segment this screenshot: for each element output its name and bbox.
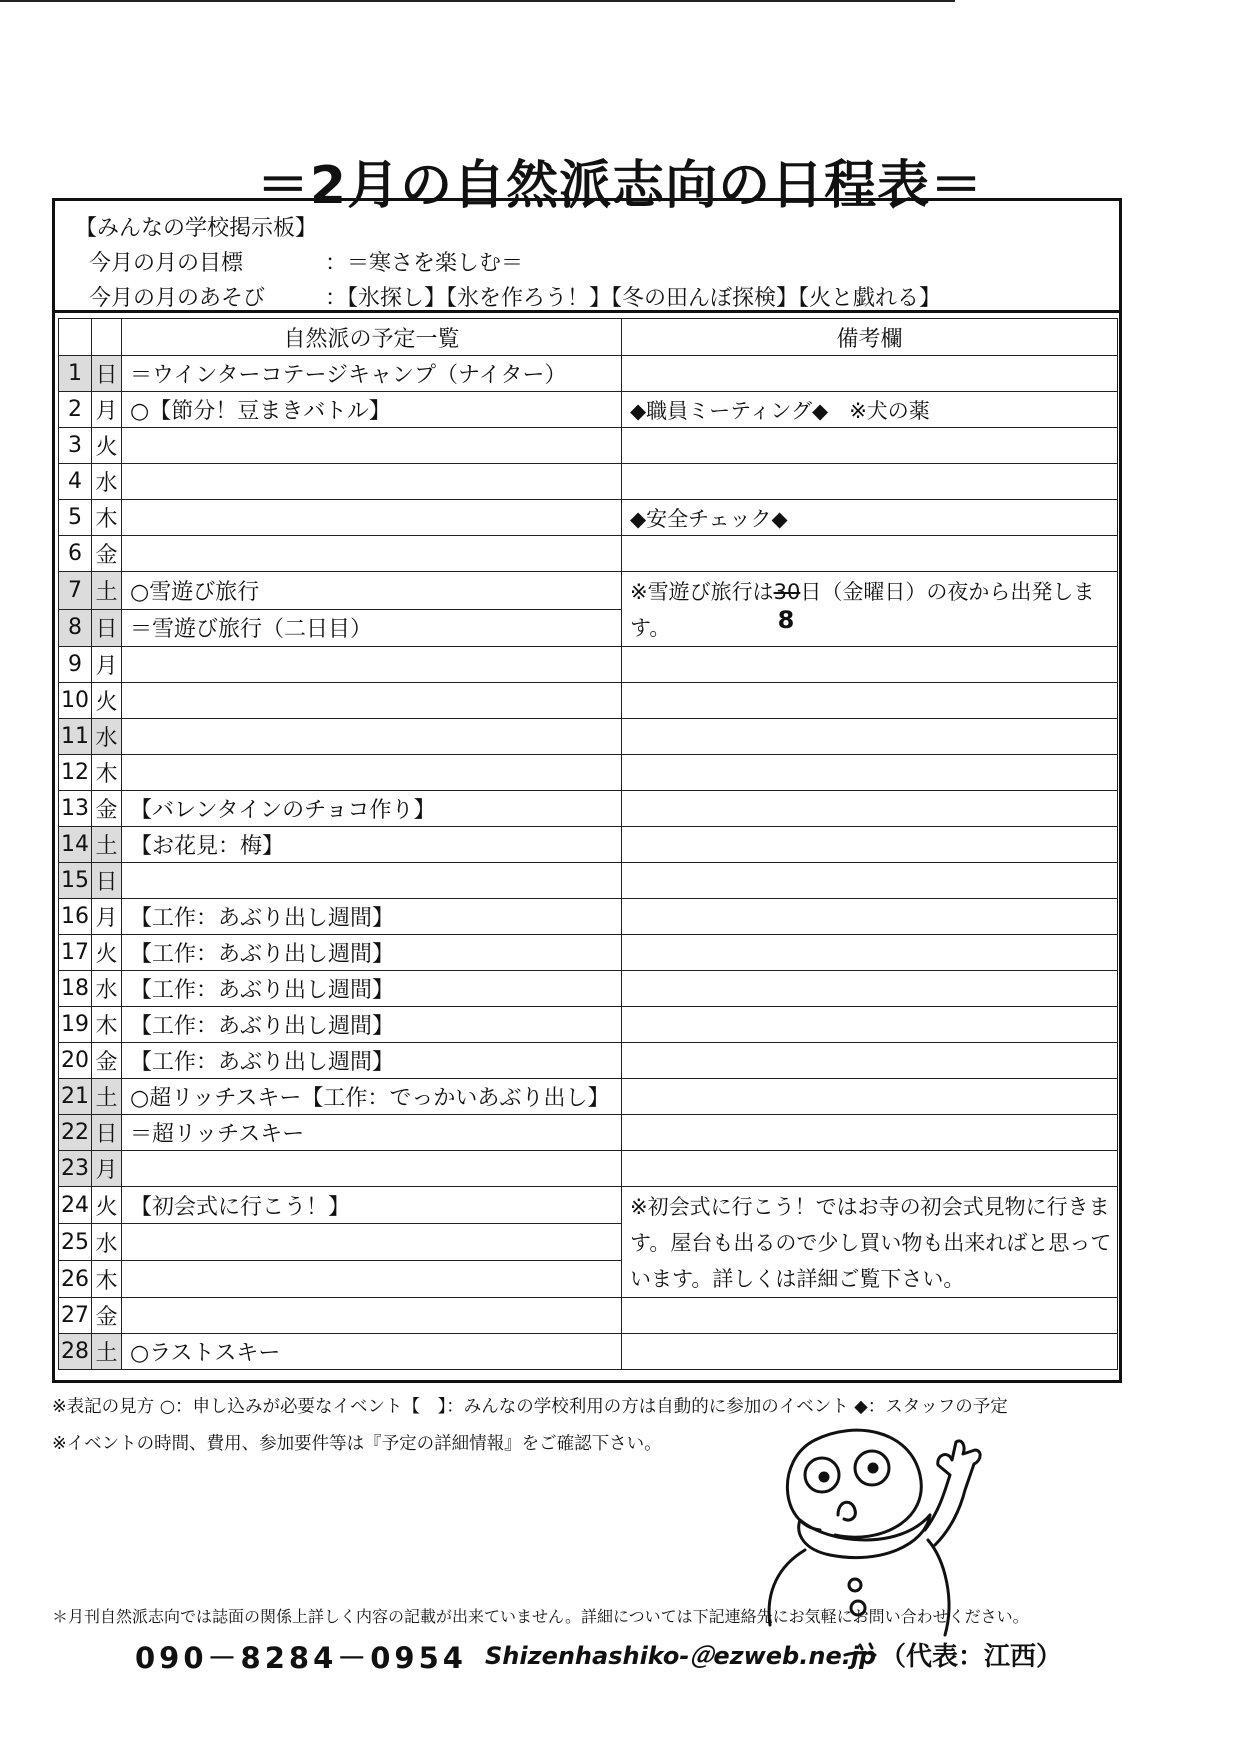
weekday: 水 [92,719,122,755]
goal-label: 今月の月の目標 [89,251,244,276]
day-number: 2 [59,392,92,428]
goal-value: ：＝寒さを楽しむ＝ [325,251,524,276]
legend-notation: ※表記の見方 ○：申し込みが必要なイベント【 】：みんなの学校利用の方は自動的に参加のイベント ◆：スタッフの予定 [52,1397,1008,1417]
day-number: 16 [59,899,92,935]
table-row [59,1079,1118,1115]
event-cell: 【工作：あぶり出し週間】 [122,1007,622,1043]
table-row [59,1151,1118,1187]
day-number: 24 [59,1187,92,1224]
corrected-date [773,580,801,634]
weekday: 土 [92,827,122,863]
weekday: 月 [92,899,122,935]
weekday: 土 [92,1334,122,1370]
day-number: 10 [59,683,92,719]
table-row [59,755,1118,791]
weekday: 日 [92,863,122,899]
weekday: 日 [92,1115,122,1151]
representative: （代表：江西） [880,1642,1063,1672]
note-cell [622,1043,1118,1079]
table-header-row [59,319,1118,356]
table-row [59,719,1118,755]
page-title: ＝2月の自然派志向の日程表＝ [256,155,984,216]
table-row [59,536,1118,572]
day-number: 11 [59,719,92,755]
note-cell [622,1334,1118,1370]
event-cell [122,428,622,464]
note-cell [622,863,1118,899]
table-row [59,572,1118,610]
note-cell [622,1007,1118,1043]
table-row [59,1007,1118,1043]
table-row [59,1115,1118,1151]
day-number: 1 [59,356,92,392]
day-number: 26 [59,1261,92,1298]
note-cell [622,464,1118,500]
event-cell [122,1224,622,1261]
weekday: 金 [92,1298,122,1334]
top-rule [0,0,955,2]
note-cell-trip [622,572,1118,647]
event-cell: ○超リッチスキー【工作：でっかいあぶり出し】 [122,1079,622,1115]
event-cell [122,647,622,683]
bulletin-board [55,201,1119,313]
table-row [59,392,1118,428]
weekday-column-header [92,319,122,356]
note-cell [622,683,1118,719]
event-cell [122,500,622,536]
schedule-body [59,356,1118,1370]
note-cell-hatsue: ※初会式に行こう！ではお寺の初会式見物に行きます。屋台も出るので少し買い物も出来ればと思っています。詳しくは詳細ご覧下さい。 [622,1187,1118,1298]
day-number: 8 [59,609,92,647]
note-trip-text-rest: 日（金曜日）の夜から出発します。 [630,580,1095,640]
legend-details: ※イベントの時間、費用、参加要件等は『予定の詳細情報』をご確認下さい。 [52,1434,662,1454]
table-row [59,863,1118,899]
play-value: ：【氷探し】【氷を作ろう！】【冬の田んぼ探検】【火と戯れる】 [325,286,942,311]
event-cell [122,1298,622,1334]
event-cell: 【お花見：梅】 [122,827,622,863]
day-number: 22 [59,1115,92,1151]
table-row [59,356,1118,392]
day-number: 12 [59,755,92,791]
weekday: 土 [92,1079,122,1115]
event-cell: 【工作：あぶり出し週間】 [122,935,622,971]
struck-date: 30 [773,580,801,604]
event-cell: 【工作：あぶり出し週間】 [122,971,622,1007]
event-cell [122,683,622,719]
day-number: 4 [59,464,92,500]
day-number: 9 [59,647,92,683]
day-number: 5 [59,500,92,536]
event-cell [122,536,622,572]
note-column-header: 備考欄 [622,319,1118,356]
note-cell [622,755,1118,791]
note-cell: ◆安全チェック◆ [622,500,1118,536]
weekday: 火 [92,1187,122,1224]
day-number: 18 [59,971,92,1007]
day-number: 21 [59,1079,92,1115]
note-cell [622,899,1118,935]
note-cell [622,1298,1118,1334]
table-row [59,683,1118,719]
table-row [59,935,1118,971]
weekday: 金 [92,1043,122,1079]
table-row [59,827,1118,863]
contact-footnote: ＊月刊自然派志向では誌面の関係上詳しく内容の記載が出来ていません。詳細については下記連絡先にお気軽にお問い合わせください。 [52,1607,1029,1626]
table-row [59,1334,1118,1370]
note-cell [622,719,1118,755]
weekday: 木 [92,1007,122,1043]
weekday: 日 [92,609,122,647]
note-cell [622,791,1118,827]
event-cell: ○【節分！豆まきバトル】 [122,392,622,428]
weekday: 月 [92,1151,122,1187]
event-cell: 【初会式に行こう！】 [122,1187,622,1224]
day-number: 3 [59,428,92,464]
day-number: 28 [59,1334,92,1370]
day-number: 25 [59,1224,92,1261]
table-row [59,500,1118,536]
note-cell [622,1079,1118,1115]
day-number: 15 [59,863,92,899]
day-number: 6 [59,536,92,572]
table-row [59,1043,1118,1079]
table-row [59,971,1118,1007]
weekday: 金 [92,536,122,572]
phone-number: 090－8284－0954 [135,1641,467,1675]
day-column-header [59,319,92,356]
event-cell: 【工作：あぶり出し週間】 [122,899,622,935]
weekday: 木 [92,755,122,791]
note-trip-text: ※雪遊び旅行は [630,580,774,604]
schedule-table [58,318,1118,1370]
table-row [59,464,1118,500]
event-cell: ＝ウインターコテージキャンプ（ナイター） [122,356,622,392]
weekday: 火 [92,428,122,464]
event-cell: ＝雪遊び旅行（二日目） [122,609,622,647]
note-cell [622,536,1118,572]
day-number: 13 [59,791,92,827]
weekday: 土 [92,572,122,610]
event-cell [122,464,622,500]
day-number: 17 [59,935,92,971]
note-cell: ◆職員ミーティング◆ ※犬の薬 [622,392,1118,428]
event-cell [122,719,622,755]
weekday: 水 [92,1224,122,1261]
weekday: 月 [92,647,122,683]
note-cell [622,1115,1118,1151]
day-number: 27 [59,1298,92,1334]
weekday: 木 [92,1261,122,1298]
event-cell [122,1261,622,1298]
event-cell [122,1151,622,1187]
table-row [59,647,1118,683]
event-cell: 【バレンタインのチョコ作り】 [122,791,622,827]
weekday: 火 [92,683,122,719]
note-cell [622,428,1118,464]
day-number: 20 [59,1043,92,1079]
weekday: 木 [92,500,122,536]
event-cell [122,863,622,899]
event-cell [122,755,622,791]
table-row [59,1298,1118,1334]
table-row [59,1187,1118,1224]
note-cell [622,935,1118,971]
day-number: 14 [59,827,92,863]
note-cell [622,971,1118,1007]
note-cell [622,1151,1118,1187]
play-label: 今月の月のあそび [89,286,266,311]
event-cell: ＝超リッチスキー [122,1115,622,1151]
board-heading: 【みんなの学校掲示板】 [75,216,318,241]
day-number: 7 [59,572,92,610]
table-row [59,899,1118,935]
note-cell [622,647,1118,683]
table-row [59,428,1118,464]
weekday: 日 [92,356,122,392]
event-cell: ○雪遊び旅行 [122,572,622,610]
email-address: Shizenhashiko-＠ezweb.ne.jp [485,1642,877,1670]
handwritten-correction: 8 [777,606,795,634]
weekday: 水 [92,971,122,1007]
event-cell: ○ラストスキー [122,1334,622,1370]
note-cell [622,827,1118,863]
weekday: 月 [92,392,122,428]
weekday: 水 [92,464,122,500]
weekday: 火 [92,935,122,971]
table-row [59,791,1118,827]
day-number: 23 [59,1151,92,1187]
event-cell: 【工作：あぶり出し週間】 [122,1043,622,1079]
day-number: 19 [59,1007,92,1043]
event-column-header: 自然派の予定一覧 [122,319,622,356]
note-cell [622,356,1118,392]
weekday: 金 [92,791,122,827]
